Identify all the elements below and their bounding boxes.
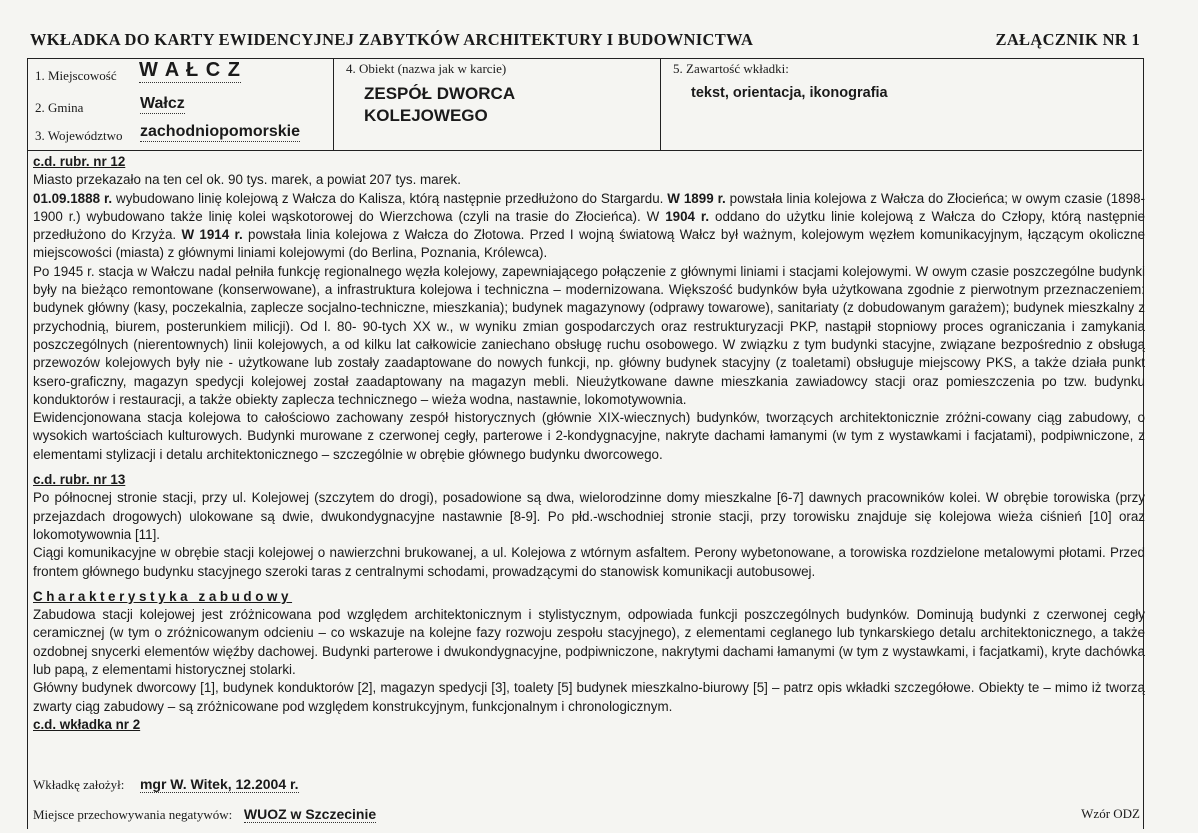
text-run: powstała linia kolejowa z Wałcza do Złocieńca; w owym czasie (1898-1900 r.) wybudowano także linię kolei wąskotorowej do Wierzchowa (czyli na trasie do Złocieńca). W (33, 190, 1145, 224)
author-label: Wkładkę założył: (33, 777, 125, 792)
date-highlight: 01.09.1888 r. (33, 190, 113, 206)
text-run: powstała linia kolejowa z Wałcza do Złotowa. Przed I wojną światową Wałcz był ważnym, kolejowym węzłem komunikacyjnym, łączącym okoliczne miejscowości (miasta) z głównymi liniami kolejowymi (do Berlina, Poznania, Królewca). (33, 227, 1146, 261)
author-value: mgr W. Witek, 12.2004 r. (139, 776, 299, 792)
storage-label: Miejsce przechowywania negatywów: (33, 807, 233, 822)
wojewodztwo-value: zachodniopomorskie (140, 123, 301, 140)
miejscowosc-label: 1. Miejscowość (35, 68, 117, 83)
section-heading-rubr13: c.d. rubr. nr 13 (33, 472, 126, 488)
section-heading-rubr12: c.d. rubr. nr 12 (33, 154, 126, 169)
paragraph: Główny budynek dworcowy [1], budynek konduktorów [2], magazyn spedycji [3], toalety [5] budynek mieszkalno-biurowy [5] – patrz opis wkładki szczegółowe. Obiekty te – mimo iż tworzą zwarty ciąg zabudowy – są zróżnicowane pod względem konstrukcyjnym, funkcjonalnym i chronologicznym. (33, 680, 1145, 714)
identification-box (27, 58, 1142, 151)
paragraph: Zabudowa stacji kolejowej jest zróżnicowana pod względem architektonicznym i stylistycznym, odpowiada funkcji poszczególnych budynków. Dominują budynki z czerwonej cegły ceramicznej (w tym o zróżnicowanym odcieniu – co wskazuje na kolejne fazy rozwoju zespołu stacyjnego), z elementami ceglanego lub tynkarskiego detalu architektonicznego, a także ozdobnej snycerki elementów więźby dachowej. Budynki parterowe i dwukondygnacyjne, podpiwniczone, nakrytymi dachami łamanymi (w tym z wystawkami, i facjatkami), kryte dachówka lub papą, z elementami historycznej stolarki. (33, 607, 1145, 678)
paragraph: Miasto przekazało na ten cel ok. 90 tys. marek, a powiat 207 tys. marek. (33, 172, 461, 188)
location-column (27, 58, 334, 150)
date-highlight: W 1899 r. (667, 190, 726, 206)
paragraph: Ciągi komunikacyjne w obrębie stacji kolejowej o nawierzchni brukowanej, a ul. Kolejowa z wtórnym asfaltem. Perony wybetonowane, a torowiska rozdzielone metalowymi płotami. Przed frontem głównego budynku stacyjnego szeroki taras z centralnymi schodami, prowadzącymi do stanowisk komunikacji autobusowej. (33, 545, 1145, 579)
miejscowosc-value: W A Ł C Z (139, 59, 241, 81)
object-column (334, 58, 661, 150)
paragraph: Po 1945 r. stacja w Wałczu nadal pełniła funkcję regionalnego węzła kolejowy, zapewniającego połączenie z głównymi liniami i stacjami kolejowymi. W owym czasie poszczególne budynki były na bieżąco remontowane (konserwowane), a infrastruktura kolejowa i techniczna – modernizowana. Większość budynków była użytkowana zgodnie z pierwotnym przeznaczeniem: budynek główny (kasy, poczekalnia, zaplecze socjalno-techniczne, mieszkania); budynek magazynowy (odprawy towarowe), sanitariaty (z dobudowanym garażem); budynek mieszkalny z przychodnią, biurem, posterunkiem milicji). Od l. 80- 90-tych XX w., w wyniku zmian gospodarczych oraz restrukturyzacji PKP, nastąpił stopniowy proces ograniczania i zamykania poszczególnych (nierentownych) linii kolejowych, a od kilku lat całkowicie zaniechano obsługę ruchu osobowego. W związku z tym budynki stacyjne, związane bezpośrednio z obsługą przewozów kolejowych były nie - użytkowane lub zostały zaadaptowane do nowych funkcji, np. główny budynek stacyjny (z toaletami) obsługuje miejscowy PKS, a także działa punkt ksero-graficzny, magazyn spedycji kolejowej został zaadaptowany na magazyn mebli. Nieużytkowane dawne mieszkania zawiadowcy stacji oraz pomieszczenia po tzw. budynku konduktorów i restauracji, a także obiekty zaplecza technicznego – wieża wodna, nastawnie, lokomotywownia. (33, 263, 1145, 407)
date-highlight: 1904 r. (665, 208, 710, 224)
wojewodztwo-label: 3. Województwo (35, 128, 123, 143)
text-run: wybudowano linię kolejową z Wałcza do Kalisza, którą następnie przedłużono do Stargardu. (112, 190, 668, 206)
zawartosc-value: tekst, orientacja, ikonografia (691, 85, 888, 101)
storage-value: WUOZ w Szczecinie (243, 806, 377, 822)
paragraph: Po północnej stronie stacji, przy ul. Kolejowej (szczytem do drogi), posadowione są dwa, wielorodzinne domy mieszkalne [6-7] dawnych pracowników kolei. W obrębie torowiska (przy przejazdach drogowych) ulokowane są dwie, dwukondygnacyjne nastawnie [8-9]. Po płd.-wschodniej stronie stacji, przy torowisku znajduje się kolejowa wieża ciśnień [10] oraz lokomotywownia [11]. (33, 490, 1145, 542)
document-title: WKŁADKA DO KARTY EWIDENCYJNEJ ZABYTKÓW ARCHITEKTURY I BUDOWNICTWA (30, 30, 754, 49)
text-run: oddano do użytku linie kolejową z Wałcza do Człopy, którą następnie przedłużono do Krzyża. (33, 208, 1146, 243)
zawartosc-label: 5. Zawartość wkładki: (673, 61, 789, 76)
obiekt-value-line1: ZESPÓŁ DWORCA (364, 84, 516, 103)
gmina-value: Wałcz (140, 95, 185, 112)
gmina-label: 2. Gmina (35, 100, 84, 115)
storage-line (33, 806, 376, 823)
date-highlight: W 1914 r. (181, 227, 243, 243)
contents-column (661, 58, 1141, 150)
section-heading-wkladka: c.d. wkładka nr 2 (33, 716, 141, 732)
section-heading-characteristics: Charakterystyka zabudowy (33, 588, 293, 604)
attachment-number: ZAŁĄCZNIK NR 1 (995, 30, 1140, 49)
document-header (30, 26, 1170, 50)
obiekt-label: 4. Obiekt (nazwa jak w karcie) (346, 61, 507, 76)
form-template-label: Wzór ODZ (1081, 806, 1140, 821)
paragraph-railway-history (33, 190, 1145, 263)
obiekt-value-line2: KOLEJOWEGO (364, 106, 488, 125)
document-body (33, 153, 1145, 734)
paragraph: Ewidencjonowana stacja kolejowa to całościowo zachowany zespół historycznych (głównie XIX-wiecznych) budynków, tworzących architektonicznie zróżni-cowany ciąg zabudowy, o wysokich wartościach kulturowych. Budynki murowane z czerwonej cegły, parterowe i 2-kondygnacyjne, nakryte dachami łamanymi (w tym z wystawkami i facjatami), podpiwniczone, z elementami stylizacji i detalu architektonicznego – szczególnie w obrębie głównego budynku dworcowego. (33, 410, 1145, 462)
author-line (33, 776, 299, 793)
